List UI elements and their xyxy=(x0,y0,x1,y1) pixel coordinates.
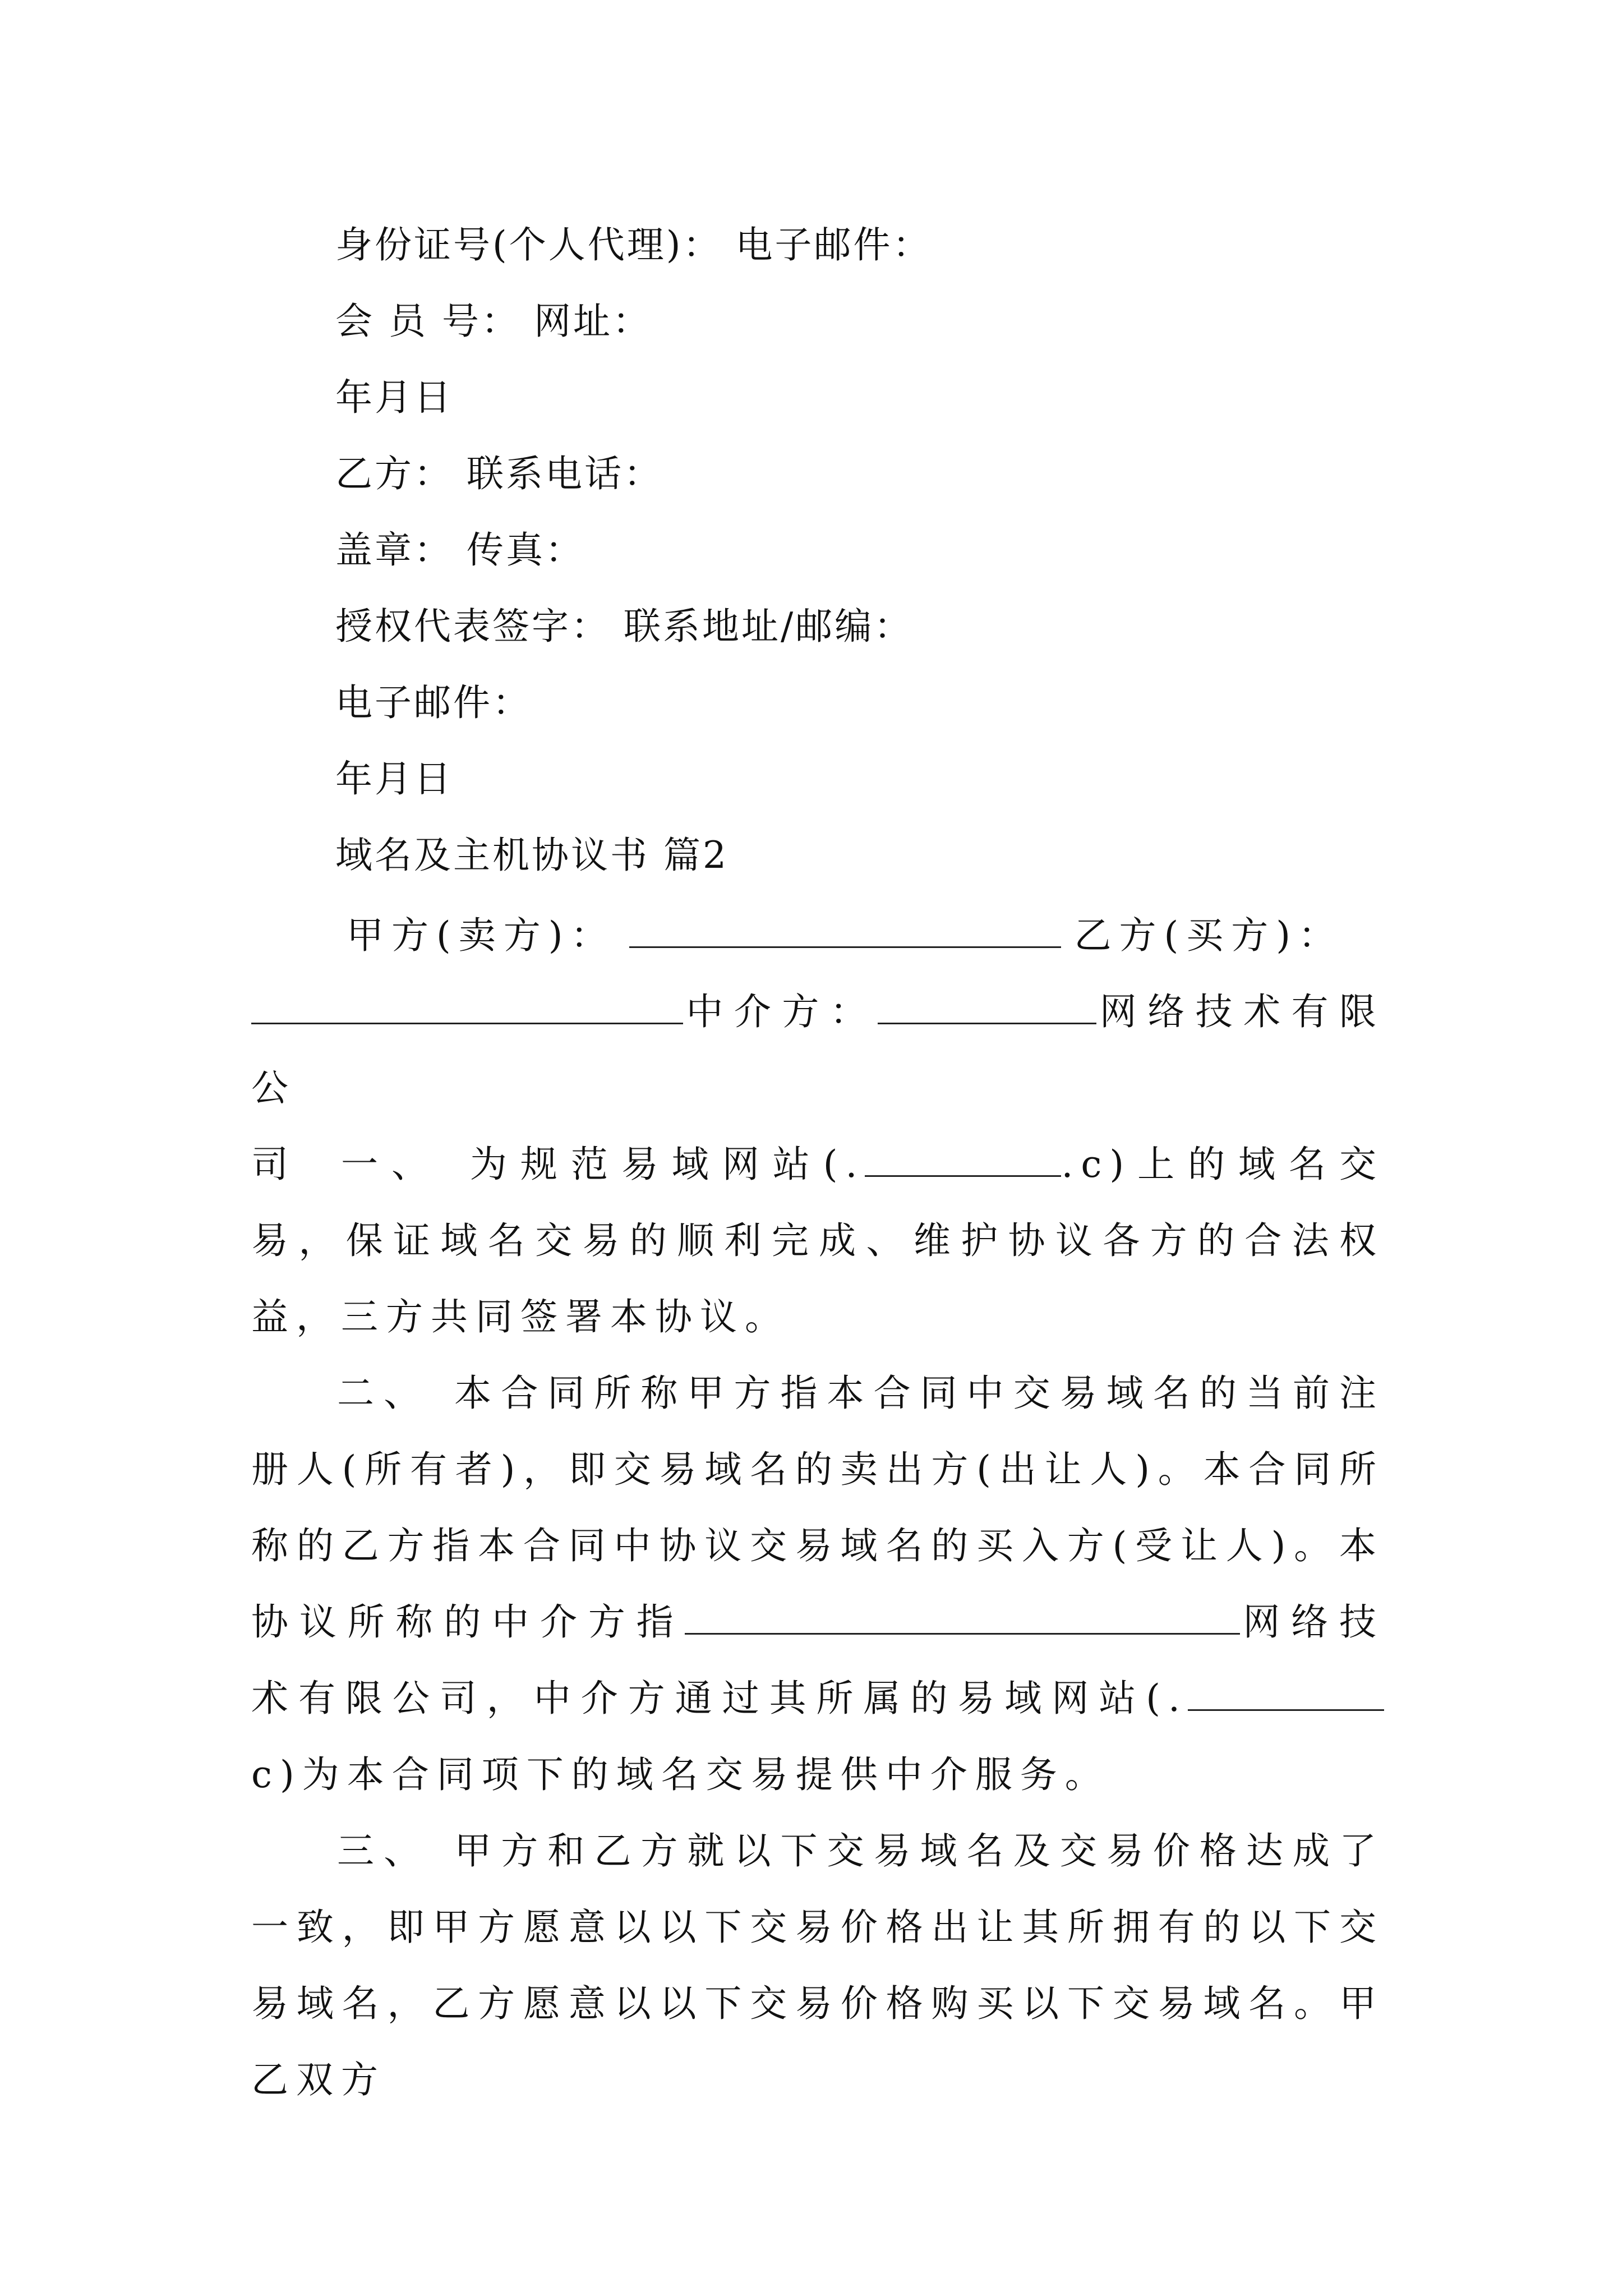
email-line: 电子邮件： xyxy=(335,681,532,724)
seal-fax-row xyxy=(335,525,584,576)
seller-label: 甲方(卖方)： xyxy=(347,914,616,957)
party-b-phone-row xyxy=(335,449,663,499)
fax-label: 传真： xyxy=(467,528,584,572)
clause-text: 本合同所称甲方指本合同中交易域名的当前注册人(所有者)，即交易域名的卖出方(出让人)。本合同所称的乙方指本合同中协议交易域名的买入方(受让人)。本协议所称的中介方指 xyxy=(251,1372,1385,1644)
seal-label: 盖章： xyxy=(335,528,453,572)
buyer-label: 乙方(买方)： xyxy=(1074,914,1343,957)
clause-1 xyxy=(251,1126,1384,1355)
signature-label: 授权代表签字： xyxy=(335,605,610,648)
clause-text: 为规范易域网站(. xyxy=(464,1143,865,1186)
clause-text: 甲方和乙方就以下交易域名及交易价格达成了一致，即甲方愿意以以下交易价格出让其所拥有的以下交易域名，乙方愿意以以下交易价格购买以下交易域名。甲乙双方 xyxy=(251,1829,1385,2101)
clause-2 xyxy=(251,1355,1384,1813)
buyer-blank xyxy=(251,988,683,1024)
intermediary-suffix-end: 司 xyxy=(251,1143,296,1186)
email-label: 电子邮件： xyxy=(735,223,932,266)
clause-number: 一、 xyxy=(335,1143,442,1186)
clause-text: .c)上的域名交易，保证域名交易的顺利完成、维护协议各方的合法权益，三方共同签署本协议。 xyxy=(251,1143,1384,1338)
website-blank xyxy=(865,1140,1061,1177)
clause-text: 网络技术有限公司，中介方通过其所属的易域网站(. xyxy=(251,1600,1384,1720)
party-b-label: 乙方： xyxy=(335,452,453,495)
member-number-label: 会 员 号： xyxy=(335,300,520,343)
clause-text: c)为本合同项下的域名交易提供中介服务。 xyxy=(251,1753,1110,1796)
phone-label: 联系电话： xyxy=(467,452,663,495)
website-blank xyxy=(1188,1674,1384,1711)
intermediary-name-blank xyxy=(685,1598,1240,1635)
clause-number: 三、 xyxy=(335,1829,431,1872)
member-website-row xyxy=(335,296,652,347)
section-title: 域名及主机协议书 篇2 xyxy=(335,834,728,877)
id-email-row xyxy=(335,220,932,270)
address-label: 联系地址/邮编： xyxy=(624,605,914,648)
date-line: 年月日 xyxy=(335,757,453,800)
clause-3 xyxy=(251,1813,1384,2118)
website-label: 网址： xyxy=(533,300,652,343)
id-number-label: 身份证号(个人代理)： xyxy=(335,223,722,266)
signature-address-row xyxy=(335,601,913,652)
seller-blank xyxy=(629,912,1061,948)
date-line: 年月日 xyxy=(335,376,453,419)
intermediary-label: 中介方： xyxy=(683,990,878,1033)
clause-number: 二、 xyxy=(335,1372,431,1415)
intermediary-suffix: 网络技术有限公 xyxy=(251,990,1385,1110)
intermediary-blank xyxy=(878,988,1096,1024)
